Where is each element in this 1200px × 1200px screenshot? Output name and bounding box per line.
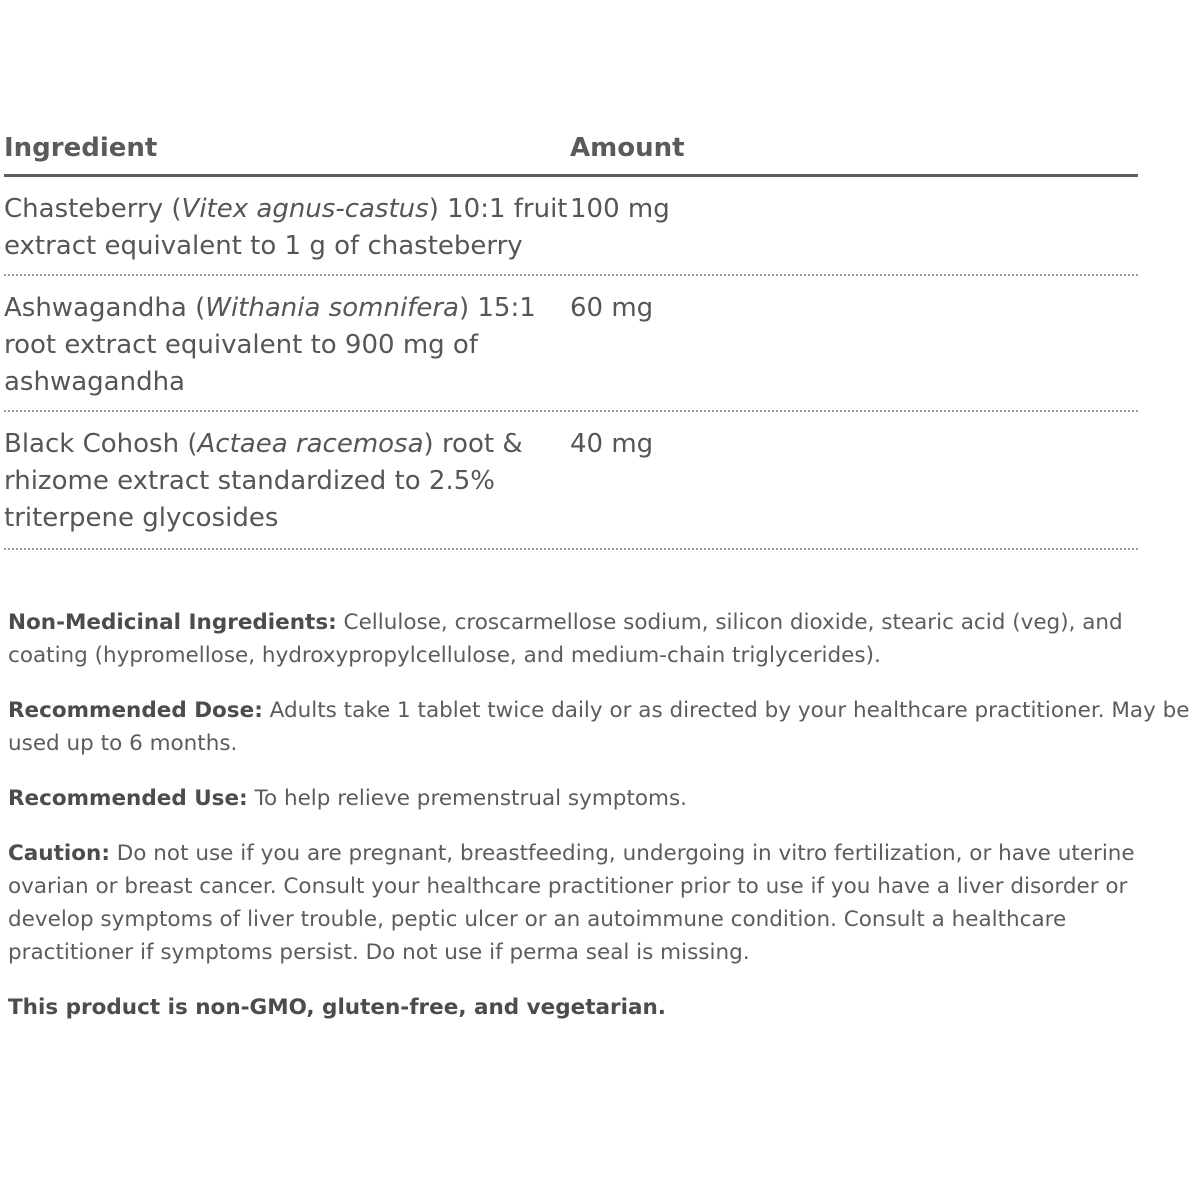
note-label: Recommended Dose: [8,698,263,723]
note-text: To help relieve premenstrual symptoms. [247,786,688,811]
table-row [4,177,1138,276]
ingredient-column-header: Ingredient [4,133,158,163]
ingredient-amount: 60 mg [570,293,654,323]
ingredient-name: Black Cohosh (Actaea racemosa) root & rhizome extract standardized to 2.5% triterpene glycosides [4,429,523,533]
latin-name: Actaea racemosa [197,429,424,459]
product-claims: This product is non-GMO, gluten-free, and vegetarian. [8,995,666,1020]
table-row [4,276,1138,412]
note-label: Non-Medicinal Ingredients: [8,610,337,635]
note-label: Caution: [8,841,110,866]
ingredient-amount: 40 mg [570,429,654,459]
table-row [4,412,1138,550]
ingredient-name: Chasteberry (Vitex agnus-castus) 10:1 fruit extract equivalent to 1 g of chasteberry [4,194,568,261]
amount-column-header: Amount [570,133,685,163]
ingredients-table [4,122,1138,550]
non-medicinal-ingredients [8,606,1198,672]
latin-name: Vitex agnus-castus [181,194,429,224]
ingredient-amount: 100 mg [570,194,670,224]
note-text: Do not use if you are pregnant, breastfeeding, undergoing in vitro fertilization, or have uterine ovarian or breast cancer. Consult your healthcare practitioner prior to use if you have a liver disorder or develop symptoms of liver trouble, peptic ulcer or an autoimmune condition. Consult a healthcare practitioner if symptoms persist. Do not use if perma seal is missing. [8,841,1135,965]
recommended-dose [8,694,1198,760]
note-text: Adults take 1 tablet twice daily or as directed by your healthcare practitioner. May be used up to 6 months. [8,698,1190,756]
ingredient-name: Ashwagandha (Withania somnifera) 15:1 root extract equivalent to 900 mg of ashwagandha [4,293,536,397]
latin-name: Withania somnifera [205,293,459,323]
recommended-use [8,782,1198,815]
caution [8,837,1198,969]
table-header [4,122,1138,177]
note-label: Recommended Use: [8,786,248,811]
note-text: Cellulose, croscarmellose sodium, silicon dioxide, stearic acid (veg), and coating (hypromellose, hydroxypropylcellulose, and medium-chain triglycerides). [8,610,1123,668]
product-notes [8,606,1198,1046]
